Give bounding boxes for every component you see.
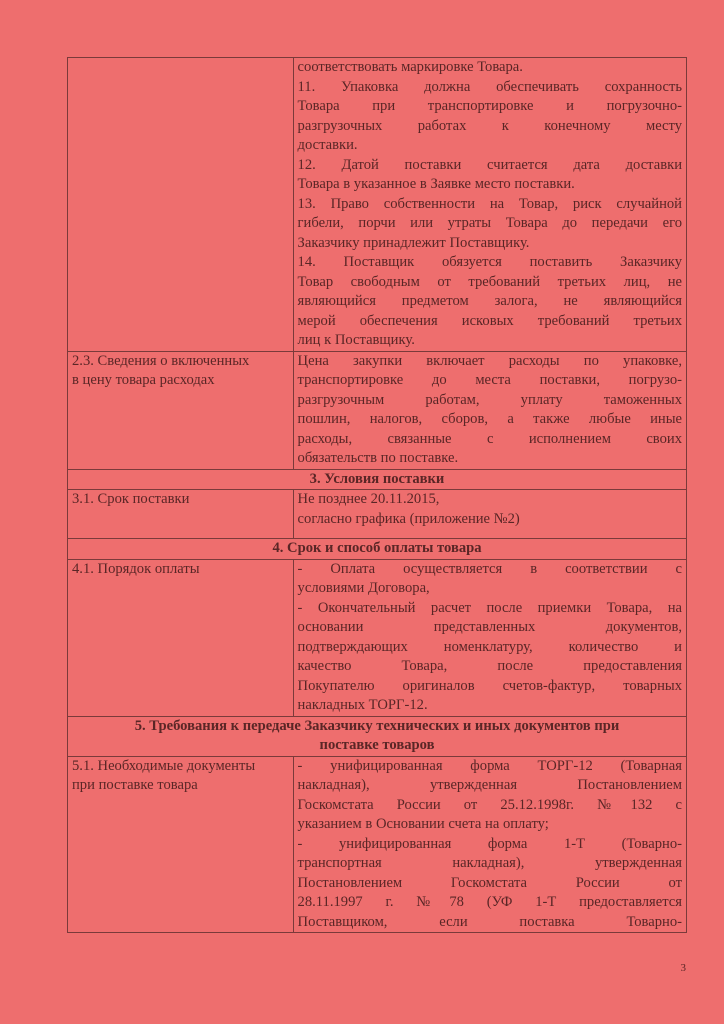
text-line: разгрузочных работах к конечному месту	[297, 117, 682, 134]
text-line: качество Товара, после предоставления	[297, 658, 682, 674]
section-heading	[68, 716, 687, 756]
value-cell	[293, 490, 686, 539]
table-row	[68, 756, 687, 933]
text-line: - Оплата осуществляется в соответствии с	[297, 560, 682, 577]
text-line: гибели, порчи или утраты Товара до передачи его	[297, 215, 682, 231]
text-line: 14. Поставщик обязуется поставить Заказчику	[297, 254, 682, 270]
text-line: транспортировке до места поставки, погрузо-	[297, 372, 682, 388]
label-line: 3.1. Срок поставки	[72, 491, 190, 507]
table-row	[68, 559, 687, 716]
value-cell	[293, 351, 686, 469]
text-line: соответствовать маркировке Товара.	[297, 59, 523, 75]
empty-label-cell	[68, 58, 294, 352]
text-line: накладная), утвержденная Постановлением	[297, 777, 682, 793]
text-line: Постановлением Госкомстата России от	[297, 874, 682, 891]
text-line: накладных ТОРГ-12.	[297, 697, 428, 713]
text-line: - унифицированная форма 1-Т (Товарно-	[297, 835, 682, 852]
text-line: 28.11.1997 г. №78 (УФ 1-Т предоставляется	[297, 894, 682, 910]
document-table	[67, 57, 687, 933]
label-cell	[68, 351, 294, 469]
text-line: являющийся предметом залога, не являющийся	[297, 293, 682, 309]
label-cell	[68, 559, 294, 716]
table-row	[68, 58, 687, 352]
text-line: доставки.	[297, 137, 358, 153]
text-line: транспортная накладная), утвержденная	[297, 855, 682, 871]
section-heading-row	[68, 469, 687, 490]
text-line: Не позднее 20.11.2015,	[297, 491, 440, 507]
label-line: 5.1. Необходимые документы	[72, 757, 256, 774]
section-heading-row	[68, 716, 687, 756]
text-line: Цена закупки включает расходы по упаковке,	[297, 352, 682, 369]
page-number: 3	[680, 962, 686, 974]
text-line: 11. Упаковка должна обеспечивать сохранность	[297, 78, 682, 95]
label-line: при поставке товара	[72, 777, 198, 793]
text-line: Товара в указанное в Заявке место поставки.	[297, 176, 575, 192]
text-line: Госкомстата России от 25.12.1998г. №132 с	[297, 796, 682, 813]
heading-line: 5. Требования к передаче Заказчику технических и иных документов при	[134, 717, 620, 734]
text-line: лиц к Поставщику.	[297, 332, 415, 348]
text-line: Товар свободным от требований третьих лиц, не	[297, 273, 682, 290]
section-heading: 3. Условия поставки	[68, 469, 687, 490]
text-line: разгрузочным работам, уплату таможенных	[297, 391, 682, 408]
text-line: Товара при транспортировке и погрузочно-	[297, 98, 682, 114]
heading-line: поставке товаров	[319, 737, 435, 753]
value-cell	[293, 559, 686, 716]
text-line: подтверждающих номенклатуру, количество и	[297, 638, 682, 655]
text-line: согласно графика (приложение №2)	[297, 510, 520, 527]
text-line: условиями Договора,	[297, 580, 430, 596]
text-line: расходы, связанные с исполнением своих	[297, 430, 682, 447]
label-cell	[68, 490, 294, 539]
table-row	[68, 490, 687, 539]
label-cell	[68, 756, 294, 933]
text-line: Поставщиком, если поставка Товарно-	[297, 913, 682, 930]
text-line: обязательств по поставке.	[297, 450, 459, 466]
text-line: указанием в Основании счета на оплату;	[297, 816, 549, 832]
section-heading-row	[68, 539, 687, 560]
text-line: 13. Право собственности на Товар, риск случайной	[297, 195, 682, 212]
text-line: 12. Датой поставки считается дата доставки	[297, 156, 682, 173]
label-line: 2.3. Сведения о включенных	[72, 352, 250, 369]
text-line: - унифицированная форма ТОРГ-12 (Товарная	[297, 757, 682, 774]
value-cell	[293, 756, 686, 933]
value-cell	[293, 58, 686, 352]
table-row	[68, 351, 687, 469]
section-heading: 4. Срок и способ оплаты товара	[68, 539, 687, 560]
text-line: пошлин, налогов, сборов, а также любые иные	[297, 411, 682, 427]
text-line: - Окончательный расчет после приемки Товара, на	[297, 599, 682, 616]
text-line: мерой обеспечения исковых требований третьих	[297, 312, 682, 329]
text-line: Покупателю оригиналов счетов-фактур, товарных	[297, 677, 682, 694]
text-line: основании представленных документов,	[297, 619, 682, 635]
text-line: Заказчику принадлежит Поставщику.	[297, 234, 530, 251]
label-line: 4.1. Порядок оплаты	[72, 560, 200, 577]
label-line: в цену товара расходах	[72, 372, 215, 388]
